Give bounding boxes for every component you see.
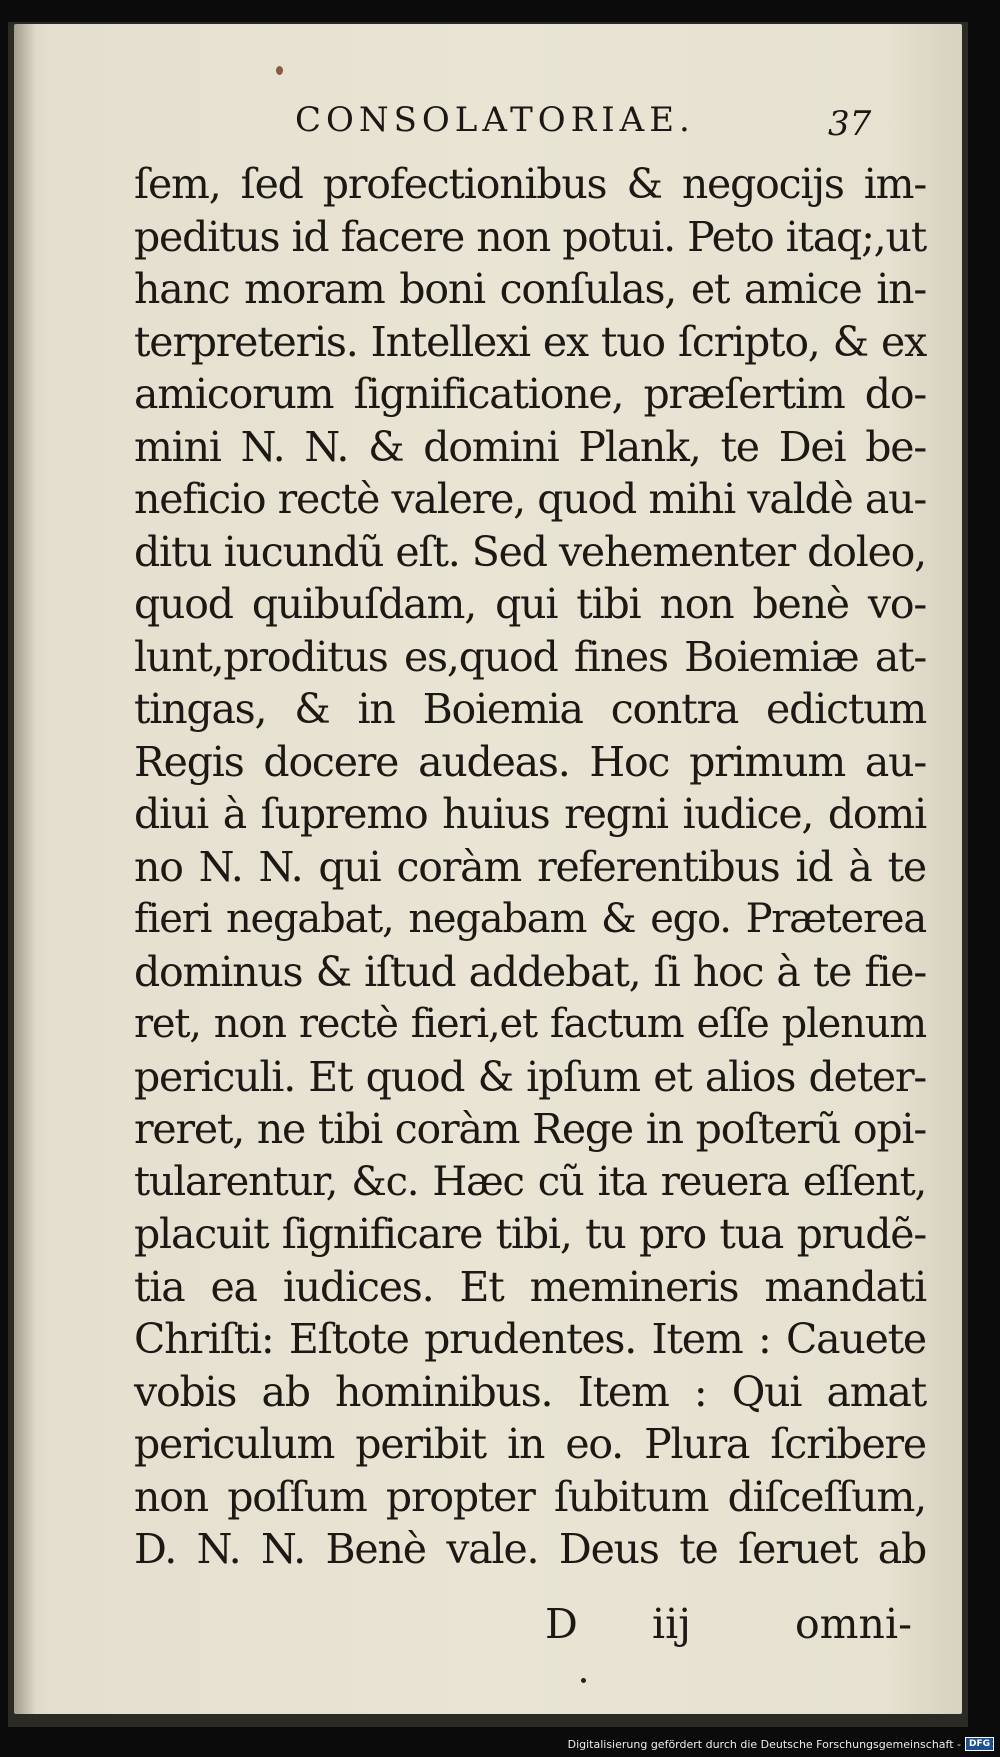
- text-line: no N. N. qui coràm referentibus id à te: [134, 842, 926, 891]
- dfg-logo: DFG: [965, 1737, 994, 1751]
- ink-dot: [581, 1678, 586, 1683]
- text-line: mini N. N. & domini Plank, te Dei be-: [134, 422, 926, 471]
- text-line: ret, non rectè fieri,et factum eſſe plenum: [134, 1001, 926, 1047]
- text-line: vobis ab hominibus. Item : Qui amat: [134, 1367, 926, 1416]
- page-number: 37: [828, 104, 872, 144]
- signature-number: iij: [652, 1600, 691, 1648]
- text-line: periculi. Et quod & ipſum et alios deter-: [134, 1052, 926, 1101]
- text-line: terpreteris. Intellexi ex tuo ſcripto, & ex: [134, 317, 926, 366]
- page-header: [0, 100, 1000, 150]
- text-line: dominus & iſtud addebat, ſi hoc à te fie-: [134, 947, 926, 996]
- text-line: amicorum ſignificatione, præſertim do-: [134, 370, 926, 418]
- running-head: CONSOLATORIAE.: [295, 100, 695, 140]
- text-line: diui à ſupremo huius regni iudice, domi: [134, 790, 926, 838]
- catchword: omni-: [795, 1600, 912, 1648]
- text-line: quod quibuſdam, qui tibi non benè vo-: [134, 580, 926, 628]
- text-line: tia ea iudices. Et memineris mandati: [134, 1262, 926, 1311]
- credit-text: Digitalisierung gefördert durch die Deutsche Forschungsgemeinschaft -: [567, 1737, 961, 1751]
- text-line: neficio rectè valere, quod mihi valdè au-: [134, 475, 926, 523]
- text-line: ditu iucundũ eſt. Sed vehementer doleo,: [134, 527, 926, 576]
- text-line: lunt,proditus es,quod fines Boiemiæ at-: [134, 632, 926, 681]
- text-line: ſem, ſed profectionibus & negocijs im-: [134, 160, 926, 208]
- text-line: peditus id facere non potui. Peto itaq;,ut: [134, 212, 926, 261]
- body-text: [134, 158, 926, 1576]
- signature-mark: D: [545, 1600, 578, 1648]
- text-line: periculum peribit in eo. Plura ſcribere: [134, 1420, 926, 1468]
- digitization-credit: [568, 1736, 994, 1752]
- signature-line: [0, 1600, 1000, 1656]
- text-line: fieri negabat, negabam & ego. Præterea: [134, 896, 926, 942]
- text-line: non poſſum propter ſubitum diſceſſum,: [134, 1472, 926, 1521]
- text-line: Chriſti: Eſtote prudentes. Item : Cauete: [134, 1315, 926, 1363]
- ink-speck: [276, 66, 283, 75]
- text-line: tingas, & in Boiemia contra edictum: [134, 685, 926, 733]
- text-line: placuit ſignificare tibi, tu pro tua prudẽ-: [134, 1210, 926, 1258]
- text-line: D. N. N. Benè vale. Deus te ſeruet ab: [134, 1525, 926, 1573]
- text-line: tularentur, &c. Hæc cũ ita reuera eſſent,: [134, 1158, 926, 1205]
- text-line: hanc moram boni conſulas, et amice in-: [134, 265, 926, 313]
- text-line: Regis docere audeas. Hoc primum au-: [134, 737, 926, 786]
- text-line: reret, ne tibi coràm Rege in poſterũ opi-: [134, 1105, 926, 1153]
- gutter-shadow: [14, 24, 36, 1714]
